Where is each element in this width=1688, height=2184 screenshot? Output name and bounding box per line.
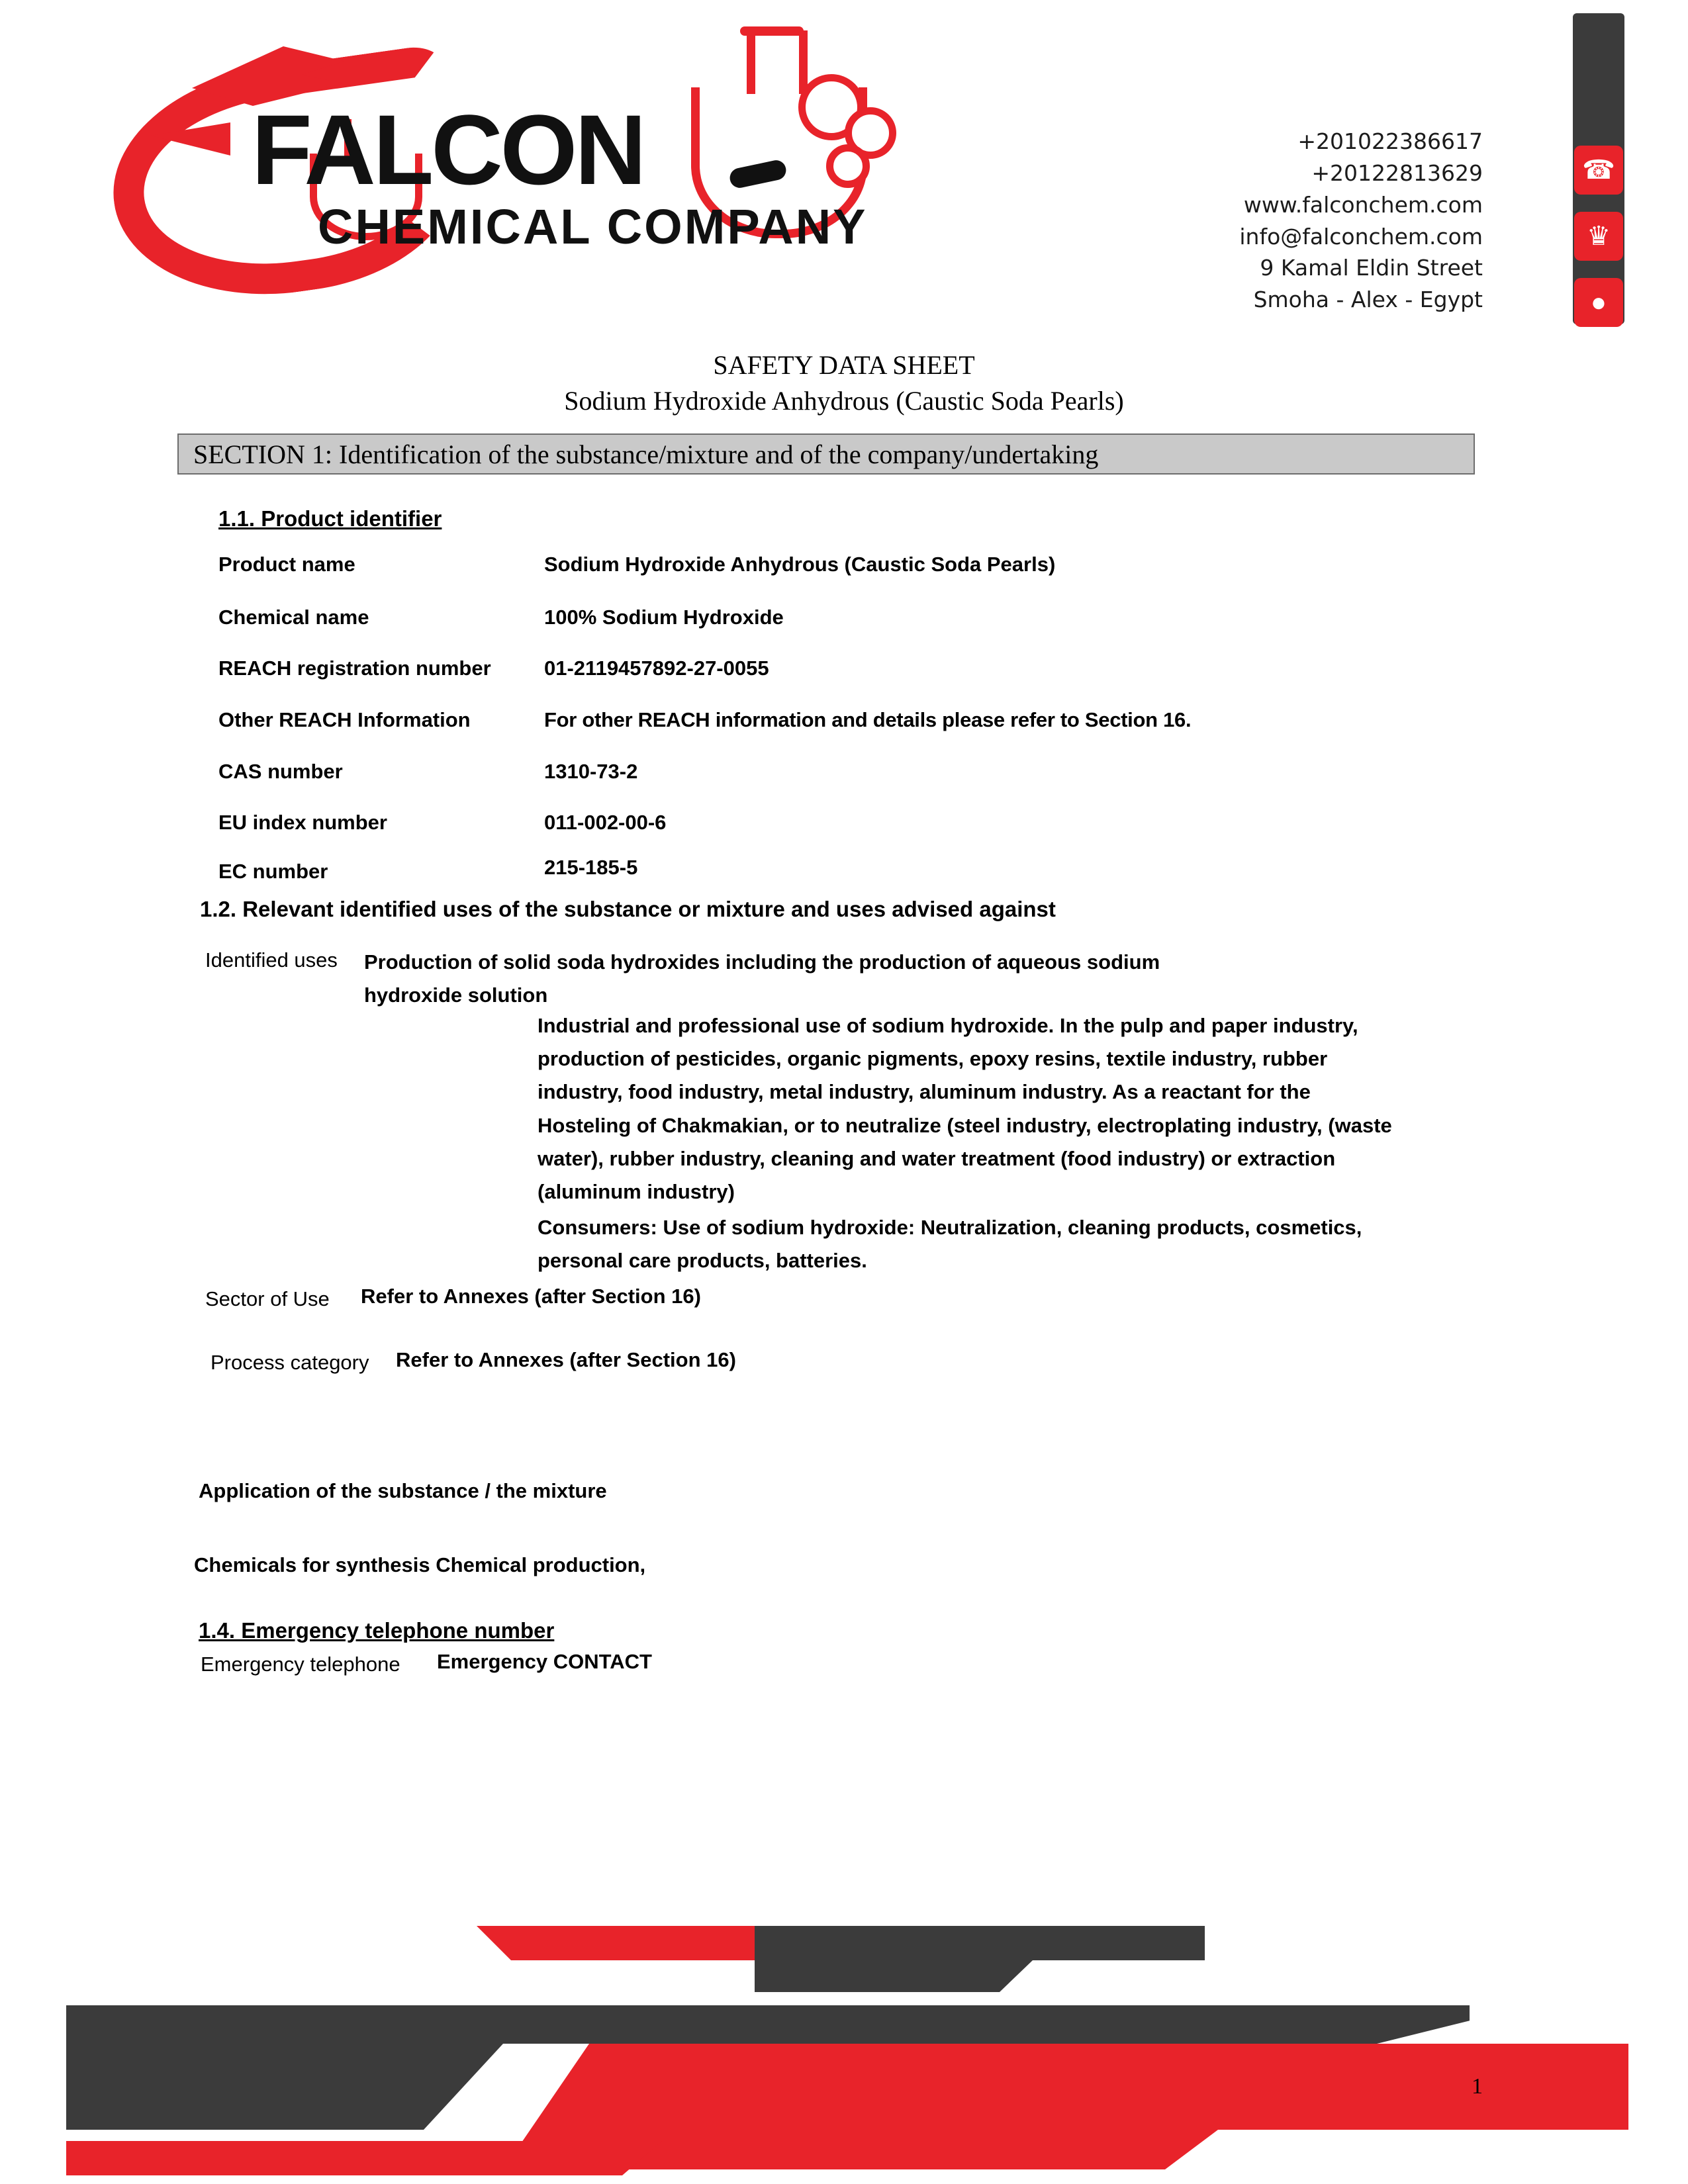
company-logo [99, 13, 1000, 324]
page-header [0, 0, 1688, 331]
footer-shape-red-bottom [66, 2141, 662, 2175]
label-ec-number: EC number [218, 860, 328, 883]
value-application-of-substance: Chemicals for synthesis Chemical production, [194, 1553, 646, 1576]
label-process-category: Process category [211, 1351, 369, 1374]
label-emergency-telephone: Emergency telephone [201, 1653, 400, 1676]
document-title-block [0, 347, 1688, 419]
heading-1-4: 1.4. Emergency telephone number [199, 1618, 555, 1643]
contact-address-line-1: 9 Kamal Eldin Street [1260, 255, 1483, 281]
value-other-reach-information: For other REACH information and details please refer to Section 16. [544, 708, 1192, 731]
contact-phone-1: +201022386617 [1297, 128, 1483, 154]
footer-shape-dark-left [66, 2044, 503, 2130]
contact-icon-strip [1573, 13, 1624, 324]
value-chemical-name: 100% Sodium Hydroxide [544, 606, 784, 629]
section-1-header [177, 433, 1475, 475]
value-emergency-telephone: Emergency CONTACT [437, 1650, 652, 1673]
location-pin-icon: ● [1574, 278, 1623, 327]
logo-subwordmark: CHEMICAL COMPANY [318, 199, 868, 254]
company-contact-block [1112, 126, 1483, 316]
label-eu-index-number: EU index number [218, 811, 387, 834]
value-cas-number: 1310-73-2 [544, 760, 638, 783]
identified-uses-paragraph-1: Production of solid soda hydroxides including the production of aqueous sodium hydroxide solution [364, 950, 1160, 1007]
document-title: SAFETY DATA SHEET [713, 350, 975, 380]
label-other-reach-information: Other REACH Information [218, 708, 471, 731]
label-reach-registration-number: REACH registration number [218, 657, 491, 680]
value-sector-of-use: Refer to Annexes (after Section 16) [361, 1285, 701, 1308]
value-process-category: Refer to Annexes (after Section 16) [396, 1348, 736, 1371]
footer-shape-red-top [477, 1926, 755, 1960]
label-sector-of-use: Sector of Use [205, 1287, 330, 1310]
footer-shape-red-main [503, 2044, 1628, 2169]
heading-1-1: 1.1. Product identifier [218, 506, 442, 531]
label-chemical-name: Chemical name [218, 606, 369, 629]
value-product-name: Sodium Hydroxide Anhydrous (Caustic Soda Pearls) [544, 553, 1056, 576]
section-1-header-text: SECTION 1: Identification of the substance/mixture and of the company/undertaking [193, 439, 1099, 469]
heading-1-2: 1.2. Relevant identified uses of the substance or mixture and uses advised against [200, 897, 1056, 921]
contact-email[interactable]: info@falconchem.com [1239, 223, 1483, 250]
logo-wordmark: FALCON [252, 94, 644, 205]
bubble-icon-small [826, 144, 870, 188]
footer-shape-dark-band [66, 2005, 1470, 2044]
contact-website[interactable]: www.falconchem.com [1243, 191, 1483, 218]
page-number: 1 [1472, 2074, 1483, 2099]
contact-phone-2: +20122813629 [1311, 159, 1483, 186]
identified-uses-paragraph-3: Consumers: Use of sodium hydroxide: Neutralization, cleaning products, cosmetics, personal care products, batteries. [538, 1216, 1362, 1273]
phone-icon: ☎ [1574, 146, 1623, 195]
footer-shape-dark-top [755, 1926, 1205, 1992]
globe-icon: ♛ [1574, 212, 1623, 261]
label-cas-number: CAS number [218, 760, 343, 783]
label-product-name: Product name [218, 553, 355, 576]
heading-application-of-substance: Application of the substance / the mixture [199, 1479, 607, 1502]
contact-address-line-2: Smoha - Alex - Egypt [1253, 287, 1483, 313]
flask-neck [747, 30, 808, 94]
label-identified-uses: Identified uses [205, 948, 338, 972]
document-subtitle: Sodium Hydroxide Anhydrous (Caustic Soda Pearls) [564, 386, 1124, 416]
identified-uses-paragraph-2: Industrial and professional use of sodium hydroxide. In the pulp and paper industry, production of pesticides, organic pigments, epoxy resins, textile industry, rubber industry, food industry, metal industry, aluminum industry. As a reactant for the Hosteling of Chakmakian, or to neutralize (steel industry, electroplating industry, (waste water), rubber industry, cleaning and water treatment (food industry) or extraction (aluminum industry) [538, 1014, 1392, 1204]
value-eu-index-number: 011-002-00-6 [544, 811, 667, 834]
page-footer-graphic [0, 1906, 1688, 2184]
value-reach-registration-number: 01-2119457892-27-0055 [544, 657, 769, 680]
value-ec-number: 215-185-5 [544, 856, 638, 879]
